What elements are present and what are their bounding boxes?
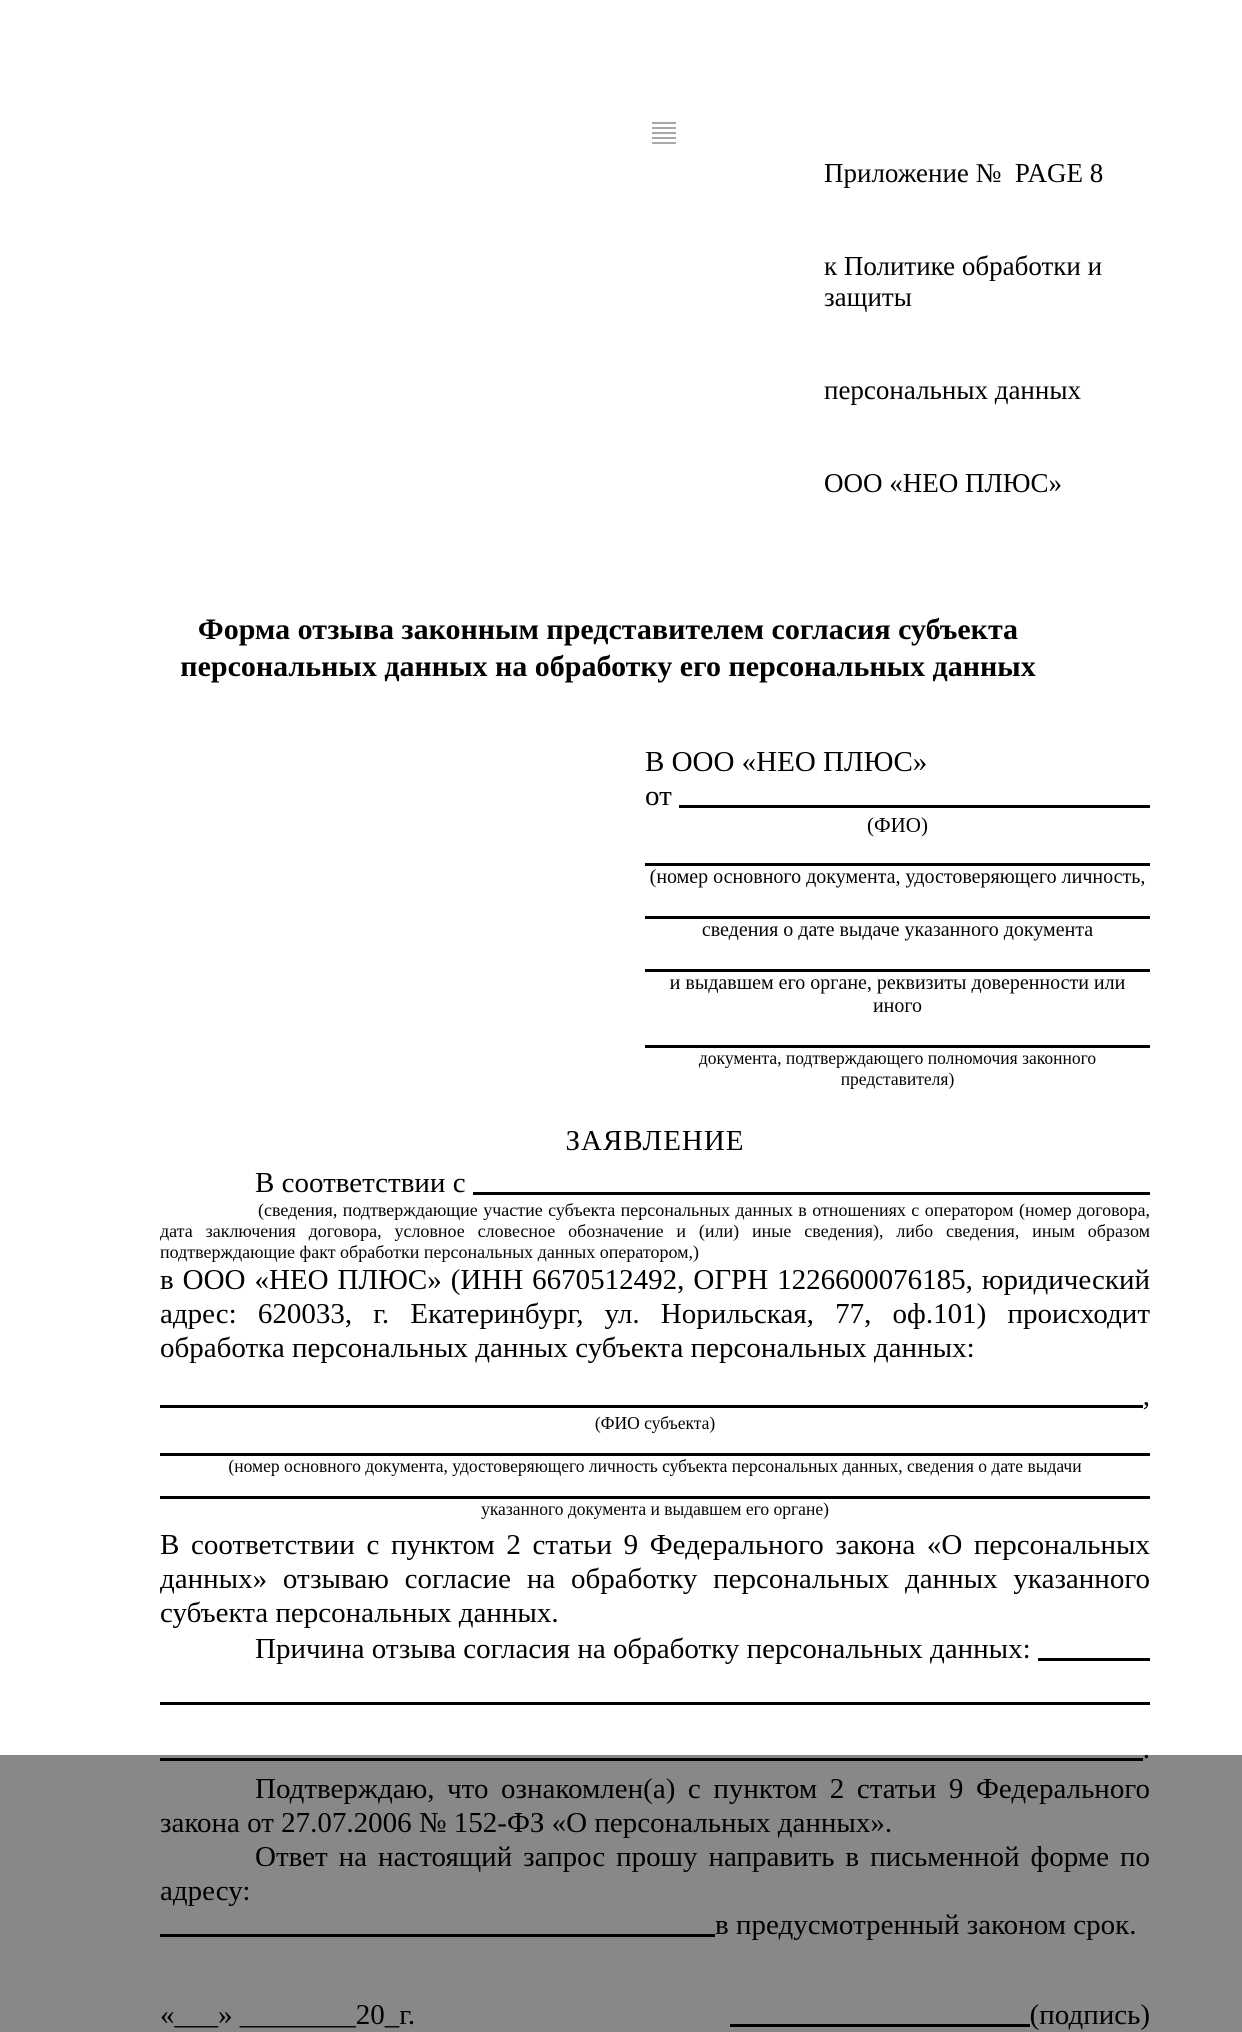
confirm-paragraph: Подтверждаю, что ознакомлен(а) с пунктом 2 статьи 9 Федерального закона от 27.07.2006 № 152-ФЗ «О персональных данных».	[160, 1773, 1150, 1839]
doc-authority-caption: и выдавшем его органе, реквизиты доверенности или иного	[669, 972, 1126, 1017]
signature-blank-line[interactable]	[730, 2024, 1030, 2027]
subject-doc-authority-blank-line[interactable]	[160, 1477, 1150, 1499]
doc-number-caption: (номер основного документа, удостоверяющего личность,	[649, 866, 1146, 888]
title-line-2: персональных данных на обработку его персональных данных	[180, 650, 1036, 683]
formatting-marks-artifact	[652, 122, 676, 144]
subject-doc-caption-top: (номер основного документа, удостоверяющего личность субъекта персональных данных, сведения о дате выдачи	[228, 1456, 1082, 1476]
from-label: от	[645, 780, 680, 812]
subject-fio-row	[160, 1379, 1150, 1413]
reason-row-3	[160, 1732, 1150, 1766]
document-title	[160, 611, 1150, 685]
reason-blank-line-3[interactable]	[160, 1758, 1143, 1761]
title-line-1: Форма отзыва законным представителем согласия субъекта	[197, 613, 1019, 646]
header-line-company: ООО «НЕО ПЛЮС»	[824, 468, 1063, 498]
appendix-reference	[824, 96, 1150, 561]
date-line: «___» ________20_г.	[160, 1999, 416, 2031]
header-line-policy: к Политике обработки и защиты	[824, 251, 1109, 312]
accordance-blank-line[interactable]	[473, 1192, 1150, 1195]
reason-label: Причина отзыва согласия на обработку персональных данных:	[255, 1633, 1038, 1665]
doc-authority-blank-line[interactable]	[645, 943, 1150, 972]
header-line-appendix: Приложение № PAGE 8	[824, 158, 1104, 188]
addressee-company: В ООО «НЕО ПЛЮС»	[645, 746, 928, 778]
header-block	[652, 96, 1150, 561]
from-name-blank-line[interactable]	[679, 805, 1150, 808]
signature-group	[730, 1998, 1150, 2032]
reply-address-row	[160, 1908, 1150, 1942]
operator-paragraph: в ООО «НЕО ПЛЮС» (ИНН 6670512492, ОГРН 1226600076185, юридический адрес: 620033, г. Екатеринбург, ул. Норильская, 77, оф.101) происходит обработка персональных данных субъекта персональных данных:	[160, 1264, 1150, 1364]
reason-period: .	[1142, 1733, 1150, 1765]
subject-fio-blank-line[interactable]	[160, 1405, 1143, 1408]
accordance-label: В соответствии с	[255, 1167, 473, 1199]
accordance-row	[160, 1166, 1150, 1200]
doc-issue-date-blank-line[interactable]	[645, 890, 1150, 919]
reply-address-blank-line[interactable]	[160, 1934, 715, 1937]
doc-number-blank-line[interactable]	[645, 837, 1150, 866]
addressee-block	[645, 745, 1150, 1090]
reply-tail-text: в предусмотренный законом срок.	[715, 1909, 1137, 1941]
signature-caption: (подпись)	[1029, 1999, 1150, 2031]
reply-paragraph: Ответ на настоящий запрос прошу направить в письменной форме по адресу:	[160, 1841, 1150, 1907]
accordance-fine-print: (сведения, подтверждающие участие субъекта персональных данных в отношениях с оператором (номер договора, дата заключения договора, условное словесное обозначение и (или) иные сведения), либо сведения, иным образом подтверждающие факт обработки персональных данных оператором,)	[160, 1200, 1150, 1262]
withdraw-paragraph: В соответствии с пунктом 2 статьи 9 Федерального закона «О персональных данных» отзываю согласие на обработку персональных данных указанного субъекта персональных данных.	[160, 1529, 1150, 1629]
representative-authority-blank-line[interactable]	[645, 1019, 1150, 1048]
doc-issue-date-caption: сведения о дате выдаче указанного документа	[701, 919, 1094, 941]
representative-authority-caption: документа, подтверждающего полномочия законного представителя)	[698, 1048, 1097, 1089]
reason-blank-line-2[interactable]	[160, 1702, 1150, 1705]
signature-block	[160, 1998, 1150, 2032]
reason-blank-line[interactable]	[1038, 1658, 1150, 1661]
statement-heading: ЗАЯВЛЕНИЕ	[565, 1125, 745, 1157]
subject-doc-blank-line[interactable]	[160, 1434, 1150, 1456]
reason-row	[160, 1632, 1150, 1666]
subject-doc-caption-bottom: указанного документа и выдавшем его органе)	[481, 1499, 829, 1519]
subject-fio-caption: (ФИО субъекта)	[594, 1413, 716, 1433]
from-row	[645, 779, 1150, 813]
header-line-personal-data: персональных данных	[824, 375, 1081, 405]
subject-fio-comma: ,	[1142, 1380, 1150, 1412]
fio-caption: (ФИО)	[867, 813, 928, 837]
